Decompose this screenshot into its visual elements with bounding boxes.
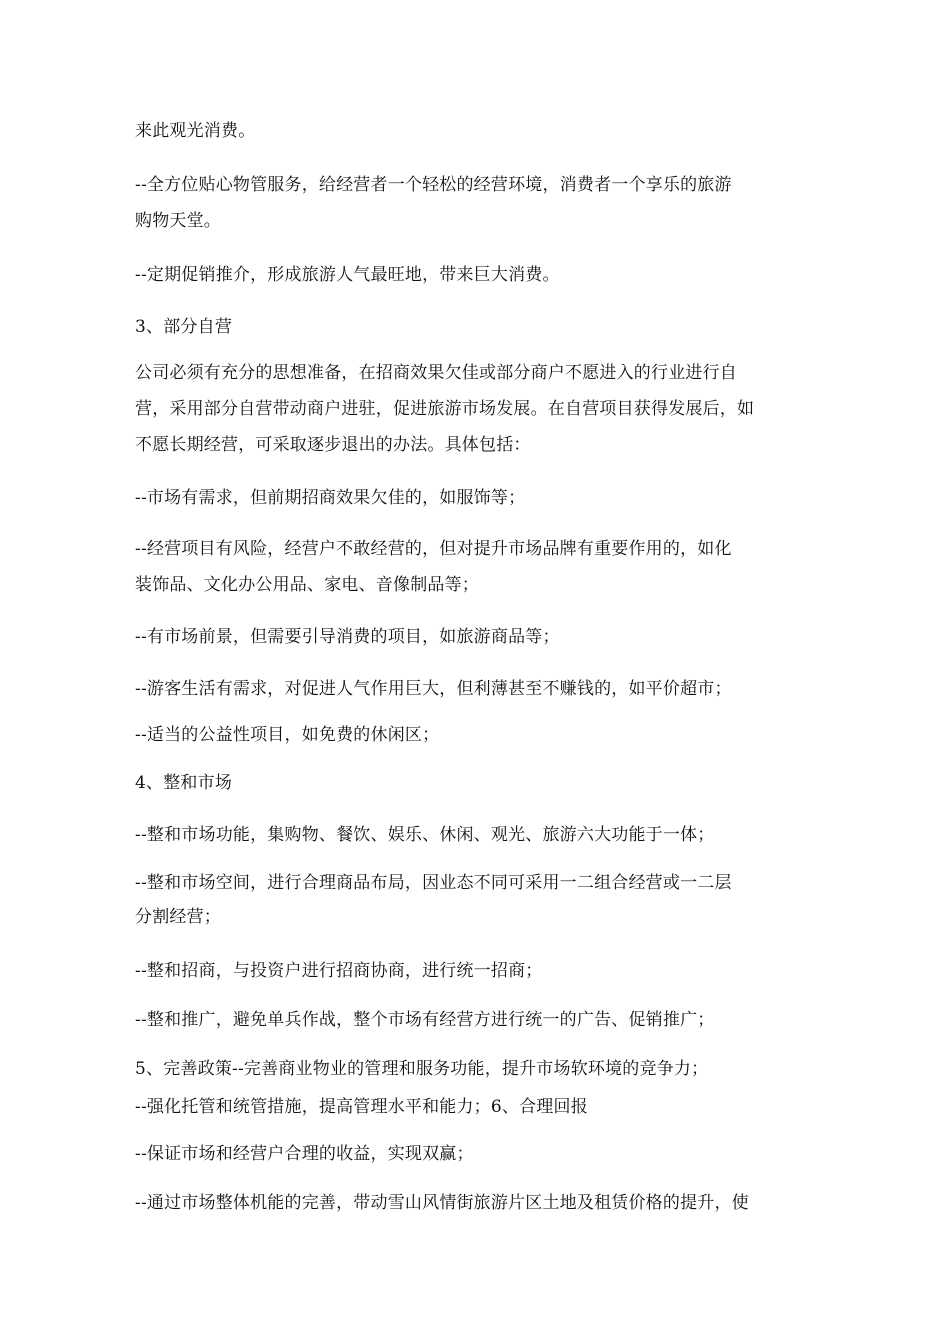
text-line: 分割经营；	[135, 907, 221, 927]
section-heading: 3、部分自营	[135, 317, 233, 337]
text-line: 公司必须有充分的思想准备，在招商效果欠佳或部分商户不愿进入的行业进行自	[135, 363, 737, 383]
text-line: 营，采用部分自营带动商户进驻，促进旅游市场发展。在自营项目获得发展后，如	[135, 399, 755, 419]
text-line: --整和招商，与投资户进行招商协商，进行统一招商；	[135, 961, 543, 981]
text-line: --保证市场和经营户合理的收益，实现双赢；	[135, 1144, 474, 1164]
text-line: 来此观光消费。	[135, 121, 256, 141]
text-line: 5、完善政策--完善商业物业的管理和服务功能，提升市场软环境的竞争力；	[135, 1059, 709, 1079]
text-line: --整和推广，避免单兵作战，整个市场有经营方进行统一的广告、促销推广；	[135, 1010, 715, 1030]
text-line: --通过市场整体机能的完善，带动雪山风情街旅游片区土地及租赁价格的提升，使	[135, 1193, 749, 1213]
text-line: 购物天堂。	[135, 211, 221, 231]
text-line: --整和市场空间，进行合理商品布局，因业态不同可采用一二组合经营或一二层	[135, 873, 732, 893]
text-line: 不愿长期经营，可采取逐步退出的办法。具体包括：	[135, 435, 531, 455]
text-line: --强化托管和统管措施，提高管理水平和能力；6、合理回报	[135, 1097, 588, 1117]
text-line: --适当的公益性项目，如免费的休闲区；	[135, 725, 440, 745]
section-heading: 4、整和市场	[135, 773, 233, 793]
text-line: --全方位贴心物管服务，给经营者一个轻松的经营环境，消费者一个享乐的旅游	[135, 175, 732, 195]
text-line: --游客生活有需求，对促进人气作用巨大，但利薄甚至不赚钱的，如平价超市；	[135, 679, 732, 699]
text-line: 装饰品、文化办公用品、家电、音像制品等；	[135, 575, 479, 595]
text-line: --整和市场功能，集购物、餐饮、娱乐、休闲、观光、旅游六大功能于一体；	[135, 825, 715, 845]
text-line: --有市场前景，但需要引导消费的项目，如旅游商品等；	[135, 627, 560, 647]
text-line: --经营项目有风险，经营户不敢经营的，但对提升市场品牌有重要作用的，如化	[135, 539, 732, 559]
text-line: --定期促销推介，形成旅游人气最旺地，带来巨大消费。	[135, 265, 560, 285]
text-line: --市场有需求，但前期招商效果欠佳的，如服饰等；	[135, 488, 526, 508]
